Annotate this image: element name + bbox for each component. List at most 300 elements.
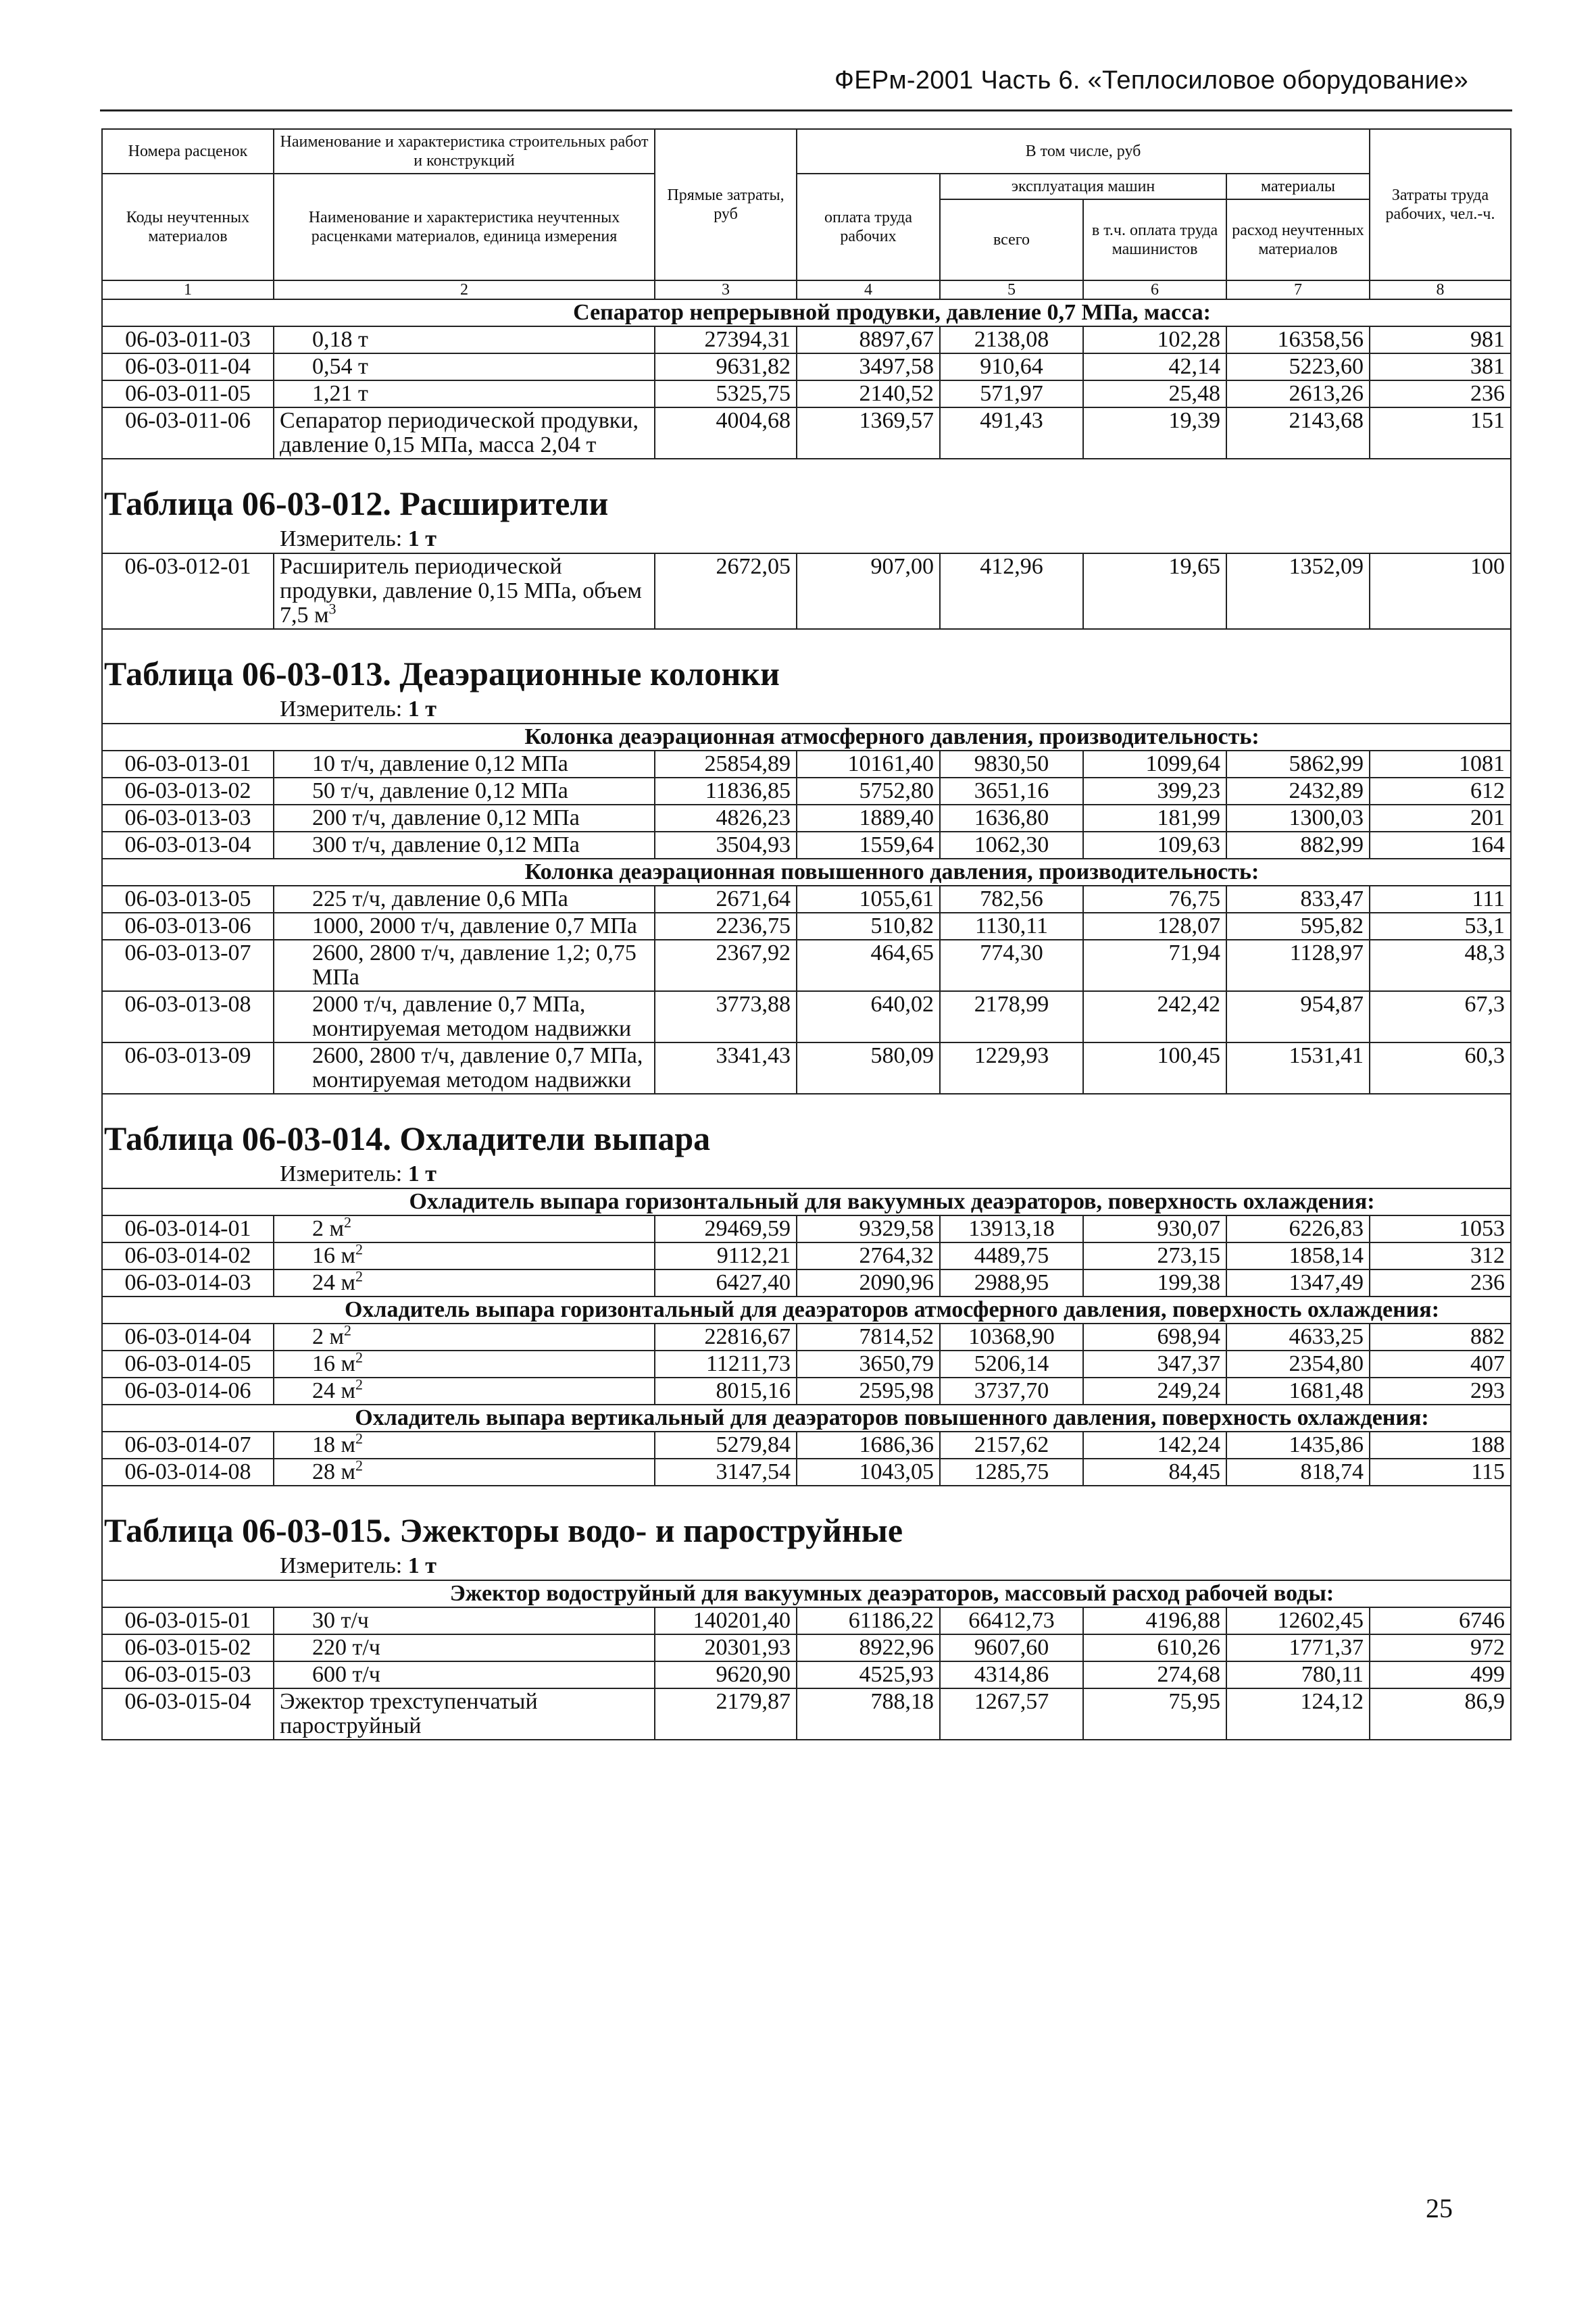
unit-exponent: 2 <box>355 1242 364 1258</box>
table-row <box>102 326 1511 353</box>
work-name: 225 т/ч, давление 0,6 МПа <box>312 886 568 911</box>
rate-code: 06-03-014-07 <box>102 1432 274 1459</box>
rate-code: 06-03-015-01 <box>102 1607 274 1634</box>
rate-code: 06-03-015-03 <box>102 1661 274 1688</box>
group-spacer <box>102 299 274 326</box>
machinist-pay: 84,45 <box>1083 1459 1226 1486</box>
labor-cost: 100 <box>1370 553 1511 629</box>
measure-row <box>102 1550 1511 1580</box>
labor-cost: 381 <box>1370 353 1511 380</box>
page-number: 25 <box>1426 2193 1453 2223</box>
header-including-group: В том числе, руб <box>797 129 1370 174</box>
work-name: 2 м <box>312 1324 345 1349</box>
table-row <box>102 778 1511 805</box>
group-heading-row <box>102 859 1511 886</box>
work-name-cell <box>274 913 655 940</box>
table-title: Таблица 06-03-013. Деаэрационные колонки <box>102 629 1511 693</box>
measure-cell <box>102 693 1511 724</box>
worker-pay: 2595,98 <box>797 1378 940 1405</box>
machinist-pay: 274,68 <box>1083 1661 1226 1688</box>
rate-code: 06-03-014-02 <box>102 1242 274 1269</box>
machines-total: 3651,16 <box>940 778 1083 805</box>
worker-pay: 1686,36 <box>797 1432 940 1459</box>
work-name: Расширитель периодической продувки, давление 0,15 МПа, объем 7,5 м <box>280 554 642 628</box>
machinist-pay: 71,94 <box>1083 940 1226 991</box>
machines-total: 782,56 <box>940 886 1083 913</box>
unit-exponent: 2 <box>344 1324 352 1339</box>
machinist-pay: 102,28 <box>1083 326 1226 353</box>
table-row <box>102 1634 1511 1661</box>
machines-total: 1130,11 <box>940 913 1083 940</box>
materials-expense: 2354,80 <box>1226 1351 1370 1378</box>
materials-expense: 2432,89 <box>1226 778 1370 805</box>
group-heading-row <box>102 1405 1511 1432</box>
table-title-row <box>102 1486 1511 1550</box>
materials-expense: 1858,14 <box>1226 1242 1370 1269</box>
column-index: 3 <box>655 280 797 299</box>
work-name-cell <box>274 991 655 1042</box>
worker-pay: 640,02 <box>797 991 940 1042</box>
table-row <box>102 886 1511 913</box>
worker-pay: 8922,96 <box>797 1634 940 1661</box>
labor-cost: 312 <box>1370 1242 1511 1269</box>
work-name-cell <box>274 805 655 832</box>
work-name-cell <box>274 1432 655 1459</box>
labor-cost: 201 <box>1370 805 1511 832</box>
machinist-pay: 181,99 <box>1083 805 1226 832</box>
group-heading: Охладитель выпара горизонтальный для деаэраторов атмосферного давления, поверхность охлаждения: <box>274 1297 1511 1324</box>
worker-pay: 9329,58 <box>797 1215 940 1242</box>
work-name: 10 т/ч, давление 0,12 МПа <box>312 751 568 776</box>
table-row <box>102 1324 1511 1351</box>
header-labor: Затраты труда рабочих, чел.-ч. <box>1370 129 1511 280</box>
labor-cost: 53,1 <box>1370 913 1511 940</box>
work-name: 24 м <box>312 1378 356 1403</box>
direct-costs: 2367,92 <box>655 940 797 991</box>
machines-total: 3737,70 <box>940 1378 1083 1405</box>
machines-total: 1636,80 <box>940 805 1083 832</box>
group-heading-row <box>102 1188 1511 1215</box>
header-material-codes: Коды неучтенных материалов <box>102 174 274 280</box>
work-name: 600 т/ч <box>312 1662 380 1687</box>
table-header <box>102 129 1511 299</box>
machines-total: 9830,50 <box>940 751 1083 778</box>
materials-expense: 2143,68 <box>1226 407 1370 459</box>
worker-pay: 580,09 <box>797 1042 940 1094</box>
direct-costs: 2671,64 <box>655 886 797 913</box>
machinist-pay: 399,23 <box>1083 778 1226 805</box>
work-name-cell <box>274 751 655 778</box>
group-heading-row <box>102 299 1511 326</box>
materials-expense: 1128,97 <box>1226 940 1370 991</box>
measure-cell <box>102 523 1511 553</box>
machinist-pay: 19,39 <box>1083 407 1226 459</box>
worker-pay: 907,00 <box>797 553 940 629</box>
machines-total: 774,30 <box>940 940 1083 991</box>
measure-label: Измеритель: <box>280 1553 403 1578</box>
machinist-pay: 100,45 <box>1083 1042 1226 1094</box>
direct-costs: 140201,40 <box>655 1607 797 1634</box>
direct-costs: 11836,85 <box>655 778 797 805</box>
measure-label: Измеритель: <box>280 526 403 551</box>
direct-costs: 6427,40 <box>655 1269 797 1297</box>
machines-total: 5206,14 <box>940 1351 1083 1378</box>
group-heading-row <box>102 1580 1511 1607</box>
machines-total: 2138,08 <box>940 326 1083 353</box>
column-index: 1 <box>102 280 274 299</box>
rate-code: 06-03-014-04 <box>102 1324 274 1351</box>
work-name-cell <box>274 1215 655 1242</box>
work-name-cell <box>274 380 655 407</box>
machinist-pay: 128,07 <box>1083 913 1226 940</box>
header-materials-expense: расход неучтенных материалов <box>1226 199 1370 280</box>
header-rule <box>100 109 1512 111</box>
rate-code: 06-03-013-04 <box>102 832 274 859</box>
column-index: 6 <box>1083 280 1226 299</box>
worker-pay: 1055,61 <box>797 886 940 913</box>
rate-code: 06-03-011-05 <box>102 380 274 407</box>
machines-total: 2988,95 <box>940 1269 1083 1297</box>
direct-costs: 20301,93 <box>655 1634 797 1661</box>
table-row <box>102 1378 1511 1405</box>
group-heading: Охладитель выпара вертикальный для деаэраторов повышенного давления, поверхность охлаждения: <box>274 1405 1511 1432</box>
rates-table-container <box>101 128 1510 1740</box>
direct-costs: 2236,75 <box>655 913 797 940</box>
materials-expense: 882,99 <box>1226 832 1370 859</box>
group-spacer <box>102 1297 274 1324</box>
work-name: 30 т/ч <box>312 1608 369 1633</box>
measure-row <box>102 693 1511 724</box>
table-row <box>102 1215 1511 1242</box>
direct-costs: 25854,89 <box>655 751 797 778</box>
machinist-pay: 4196,88 <box>1083 1607 1226 1634</box>
rate-code: 06-03-012-01 <box>102 553 274 629</box>
header-machines-group: эксплуатация машин <box>940 174 1226 199</box>
labor-cost: 1053 <box>1370 1215 1511 1242</box>
labor-cost: 48,3 <box>1370 940 1511 991</box>
materials-expense: 1347,49 <box>1226 1269 1370 1297</box>
rate-code: 06-03-014-01 <box>102 1215 274 1242</box>
work-name: 18 м <box>312 1432 356 1457</box>
machinist-pay: 199,38 <box>1083 1269 1226 1297</box>
direct-costs: 11211,73 <box>655 1351 797 1378</box>
header-worker-pay: оплата труда рабочих <box>797 174 940 280</box>
work-name-cell <box>274 778 655 805</box>
work-name-cell <box>274 886 655 913</box>
header-material-name: Наименование и характеристика неучтенных расценками материалов, единица измерения <box>274 174 655 280</box>
direct-costs: 27394,31 <box>655 326 797 353</box>
worker-pay: 1889,40 <box>797 805 940 832</box>
column-index: 7 <box>1226 280 1370 299</box>
direct-costs: 5279,84 <box>655 1432 797 1459</box>
worker-pay: 61186,22 <box>797 1607 940 1634</box>
table-title-row <box>102 1094 1511 1158</box>
measure-label: Измеритель: <box>280 1161 403 1186</box>
materials-expense: 1771,37 <box>1226 1634 1370 1661</box>
direct-costs: 2179,87 <box>655 1688 797 1740</box>
work-name: 2 м <box>312 1216 345 1241</box>
measure-value: 1 т <box>407 1161 437 1186</box>
measure-label: Измеритель: <box>280 697 403 722</box>
work-name-cell <box>274 326 655 353</box>
header-rate-number: Номера расценок <box>102 129 274 174</box>
labor-cost: 981 <box>1370 326 1511 353</box>
table-row <box>102 1607 1511 1634</box>
machinist-pay: 249,24 <box>1083 1378 1226 1405</box>
rates-table <box>101 128 1512 1740</box>
worker-pay: 4525,93 <box>797 1661 940 1688</box>
materials-expense: 6226,83 <box>1226 1215 1370 1242</box>
rate-code: 06-03-013-08 <box>102 991 274 1042</box>
machines-total: 910,64 <box>940 353 1083 380</box>
table-row <box>102 991 1511 1042</box>
rate-code: 06-03-013-05 <box>102 886 274 913</box>
table-row <box>102 1688 1511 1740</box>
table-body <box>102 299 1511 1740</box>
materials-expense: 16358,56 <box>1226 326 1370 353</box>
labor-cost: 612 <box>1370 778 1511 805</box>
work-name: 2000 т/ч, давление 0,7 МПа, монтируемая методом надвижки <box>312 992 632 1041</box>
work-name: 300 т/ч, давление 0,12 МПа <box>312 832 580 857</box>
direct-costs: 3341,43 <box>655 1042 797 1094</box>
work-name-cell <box>274 1242 655 1269</box>
rate-code: 06-03-015-02 <box>102 1634 274 1661</box>
worker-pay: 788,18 <box>797 1688 940 1740</box>
work-name: 2600, 2800 т/ч, давление 0,7 МПа, монтируемая методом надвижки <box>312 1043 643 1092</box>
work-name-cell <box>274 353 655 380</box>
work-name: 28 м <box>312 1459 356 1484</box>
machines-total: 2178,99 <box>940 991 1083 1042</box>
measure-cell <box>102 1158 1511 1188</box>
direct-costs: 22816,67 <box>655 1324 797 1351</box>
work-name: 16 м <box>312 1243 356 1268</box>
rate-code: 06-03-013-06 <box>102 913 274 940</box>
worker-pay: 510,82 <box>797 913 940 940</box>
work-name-cell <box>274 1634 655 1661</box>
group-spacer <box>102 1188 274 1215</box>
labor-cost: 407 <box>1370 1351 1511 1378</box>
table-row <box>102 805 1511 832</box>
rate-code: 06-03-014-06 <box>102 1378 274 1405</box>
direct-costs: 9620,90 <box>655 1661 797 1688</box>
machinist-pay: 610,26 <box>1083 1634 1226 1661</box>
worker-pay: 2140,52 <box>797 380 940 407</box>
unit-exponent: 2 <box>355 1459 364 1474</box>
labor-cost: 972 <box>1370 1634 1511 1661</box>
materials-expense: 5862,99 <box>1226 751 1370 778</box>
machines-total: 571,97 <box>940 380 1083 407</box>
machines-total: 10368,90 <box>940 1324 1083 1351</box>
work-name: 1,21 т <box>312 381 368 406</box>
machines-total: 4489,75 <box>940 1242 1083 1269</box>
materials-expense: 1435,86 <box>1226 1432 1370 1459</box>
table-row <box>102 1242 1511 1269</box>
machines-total: 412,96 <box>940 553 1083 629</box>
work-name-cell <box>274 832 655 859</box>
labor-cost: 115 <box>1370 1459 1511 1486</box>
table-row <box>102 940 1511 991</box>
direct-costs: 8015,16 <box>655 1378 797 1405</box>
materials-expense: 4633,25 <box>1226 1324 1370 1351</box>
materials-expense: 833,47 <box>1226 886 1370 913</box>
work-name: 200 т/ч, давление 0,12 МПа <box>312 805 580 830</box>
table-row <box>102 1269 1511 1297</box>
machinist-pay: 75,95 <box>1083 1688 1226 1740</box>
machinist-pay: 930,07 <box>1083 1215 1226 1242</box>
direct-costs: 9631,82 <box>655 353 797 380</box>
rate-code: 06-03-013-07 <box>102 940 274 991</box>
measure-row <box>102 523 1511 553</box>
table-title-row <box>102 629 1511 693</box>
unit-exponent: 3 <box>328 600 336 618</box>
column-index: 4 <box>797 280 940 299</box>
labor-cost: 236 <box>1370 380 1511 407</box>
machinist-pay: 19,65 <box>1083 553 1226 629</box>
table-row <box>102 1432 1511 1459</box>
work-name: 220 т/ч <box>312 1635 380 1660</box>
machines-total: 1267,57 <box>940 1688 1083 1740</box>
materials-expense: 124,12 <box>1226 1688 1370 1740</box>
materials-expense: 1681,48 <box>1226 1378 1370 1405</box>
machinist-pay: 347,37 <box>1083 1351 1226 1378</box>
machinist-pay: 273,15 <box>1083 1242 1226 1269</box>
machines-total: 491,43 <box>940 407 1083 459</box>
group-heading-row <box>102 1297 1511 1324</box>
worker-pay: 10161,40 <box>797 751 940 778</box>
direct-costs: 4826,23 <box>655 805 797 832</box>
materials-expense: 954,87 <box>1226 991 1370 1042</box>
work-name: 1000, 2000 т/ч, давление 0,7 МПа <box>312 913 637 938</box>
header-direct-costs: Прямые затраты, руб <box>655 129 797 280</box>
group-heading: Эжектор водоструйный для вакуумных деаэраторов, массовый расход рабочей воды: <box>274 1580 1511 1607</box>
labor-cost: 188 <box>1370 1432 1511 1459</box>
machines-total: 4314,86 <box>940 1661 1083 1688</box>
rate-code: 06-03-013-09 <box>102 1042 274 1094</box>
labor-cost: 111 <box>1370 886 1511 913</box>
work-name: Сепаратор периодической продувки, давление 0,15 МПа, масса 2,04 т <box>280 408 639 457</box>
measure-cell <box>102 1550 1511 1580</box>
machinist-pay: 76,75 <box>1083 886 1226 913</box>
labor-cost: 151 <box>1370 407 1511 459</box>
group-spacer <box>102 1580 274 1607</box>
direct-costs: 29469,59 <box>655 1215 797 1242</box>
work-name: 16 м <box>312 1351 356 1376</box>
table-title-row <box>102 459 1511 523</box>
machinist-pay: 242,42 <box>1083 991 1226 1042</box>
table-row <box>102 1459 1511 1486</box>
worker-pay: 5752,80 <box>797 778 940 805</box>
work-name-cell <box>274 1324 655 1351</box>
measure-value: 1 т <box>407 1553 437 1578</box>
materials-expense: 1300,03 <box>1226 805 1370 832</box>
materials-expense: 595,82 <box>1226 913 1370 940</box>
work-name: 50 т/ч, давление 0,12 МПа <box>312 778 568 803</box>
group-heading: Колонка деаэрационная атмосферного давления, производительность: <box>274 724 1511 751</box>
rate-code: 06-03-013-03 <box>102 805 274 832</box>
column-index: 5 <box>940 280 1083 299</box>
rate-code: 06-03-014-05 <box>102 1351 274 1378</box>
rate-code: 06-03-011-06 <box>102 407 274 459</box>
materials-expense: 5223,60 <box>1226 353 1370 380</box>
worker-pay: 1559,64 <box>797 832 940 859</box>
materials-expense: 1352,09 <box>1226 553 1370 629</box>
table-row <box>102 380 1511 407</box>
rate-code: 06-03-014-08 <box>102 1459 274 1486</box>
worker-pay: 2764,32 <box>797 1242 940 1269</box>
group-heading: Охладитель выпара горизонтальный для вакуумных деаэраторов, поверхность охлаждения: <box>274 1188 1511 1215</box>
labor-cost: 236 <box>1370 1269 1511 1297</box>
table-row <box>102 1661 1511 1688</box>
materials-expense: 2613,26 <box>1226 380 1370 407</box>
rate-code: 06-03-011-04 <box>102 353 274 380</box>
group-heading: Колонка деаэрационная повышенного давления, производительность: <box>274 859 1511 886</box>
group-heading: Сепаратор непрерывной продувки, давление 0,7 МПа, масса: <box>274 299 1511 326</box>
direct-costs: 2672,05 <box>655 553 797 629</box>
unit-exponent: 2 <box>355 1269 364 1285</box>
worker-pay: 3650,79 <box>797 1351 940 1378</box>
work-name: 0,18 т <box>312 327 368 352</box>
work-name-cell <box>274 1042 655 1094</box>
rate-code: 06-03-014-03 <box>102 1269 274 1297</box>
table-row <box>102 1042 1511 1094</box>
header-machinist-pay: в т.ч. оплата труда машинистов <box>1083 199 1226 280</box>
machines-total: 1062,30 <box>940 832 1083 859</box>
column-index-row <box>102 280 1511 299</box>
worker-pay: 2090,96 <box>797 1269 940 1297</box>
unit-exponent: 2 <box>355 1432 364 1447</box>
work-name: Эжектор трехступенчатый пароструйный <box>280 1689 538 1738</box>
direct-costs: 3147,54 <box>655 1459 797 1486</box>
direct-costs: 9112,21 <box>655 1242 797 1269</box>
labor-cost: 86,9 <box>1370 1688 1511 1740</box>
group-spacer <box>102 859 274 886</box>
materials-expense: 818,74 <box>1226 1459 1370 1486</box>
worker-pay: 7814,52 <box>797 1324 940 1351</box>
machinist-pay: 109,63 <box>1083 832 1226 859</box>
measure-value: 1 т <box>407 526 437 551</box>
worker-pay: 464,65 <box>797 940 940 991</box>
page-header: ФЕРм-2001 Часть 6. «Теплосиловое оборудование» <box>834 66 1469 95</box>
work-name-cell <box>274 407 655 459</box>
machines-total: 66412,73 <box>940 1607 1083 1634</box>
direct-costs: 5325,75 <box>655 380 797 407</box>
measure-value: 1 т <box>407 697 437 722</box>
column-index: 8 <box>1370 280 1511 299</box>
unit-exponent: 2 <box>344 1215 352 1231</box>
machines-total: 1229,93 <box>940 1042 1083 1094</box>
labor-cost: 293 <box>1370 1378 1511 1405</box>
machinist-pay: 698,94 <box>1083 1324 1226 1351</box>
group-spacer <box>102 1405 274 1432</box>
column-index: 2 <box>274 280 655 299</box>
direct-costs: 3773,88 <box>655 991 797 1042</box>
worker-pay: 3497,58 <box>797 353 940 380</box>
labor-cost: 1081 <box>1370 751 1511 778</box>
machines-total: 13913,18 <box>940 1215 1083 1242</box>
table-row <box>102 751 1511 778</box>
rate-code: 06-03-015-04 <box>102 1688 274 1740</box>
table-row <box>102 407 1511 459</box>
table-row <box>102 832 1511 859</box>
machines-total: 2157,62 <box>940 1432 1083 1459</box>
machinist-pay: 25,48 <box>1083 380 1226 407</box>
measure-row <box>102 1158 1511 1188</box>
work-name-cell <box>274 1351 655 1378</box>
rate-code: 06-03-013-02 <box>102 778 274 805</box>
machines-total: 1285,75 <box>940 1459 1083 1486</box>
work-name-cell <box>274 1688 655 1740</box>
labor-cost: 164 <box>1370 832 1511 859</box>
